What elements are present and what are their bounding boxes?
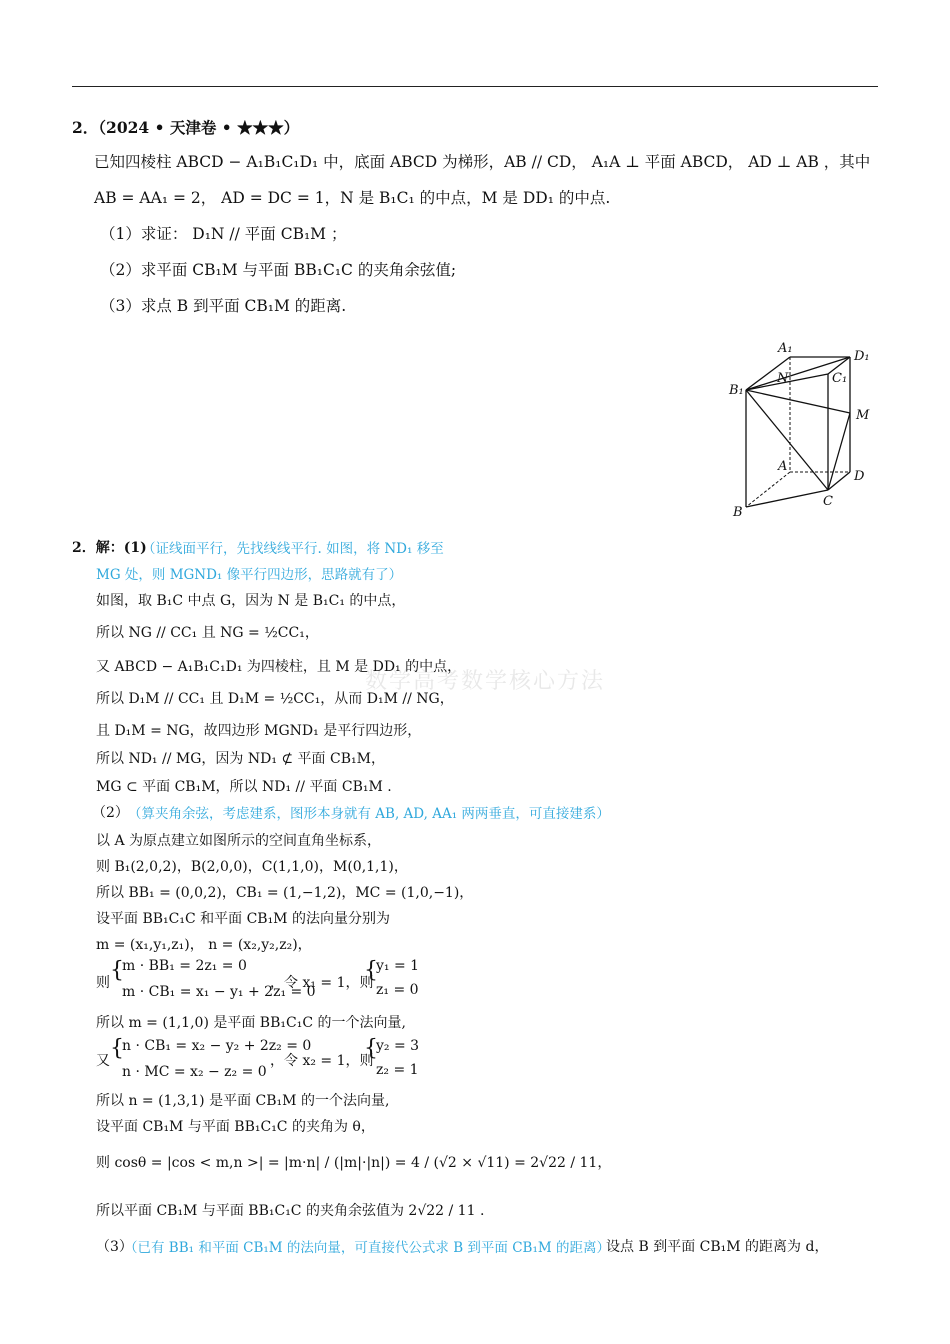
top-rule	[72, 86, 878, 87]
edge-m-c	[828, 413, 850, 490]
system-2-eq-2: n · MC = x₂ − z₂ = 0	[122, 1064, 267, 1080]
cosine-formula: 则 cosθ = |cos < m,n >| = |m·n| / (|m|·|n|) = 4 / (√2 × √11) = 2√22 / 11，	[96, 1155, 612, 1171]
label-b: B	[733, 505, 743, 520]
solution-line: 如图，取 B₁C 中点 G，因为 N 是 B₁C₁ 的中点，	[96, 593, 406, 609]
system-1-prefix: 则	[96, 975, 110, 991]
prism-figure	[720, 330, 890, 530]
cosine-result: 所以平面 CB₁M 与平面 BB₁C₁C 的夹角余弦值为 2√22 / 11 .	[96, 1203, 485, 1219]
solution-line: MG ⊂ 平面 CB₁M，所以 ND₁ // 平面 CB₁M .	[96, 779, 392, 795]
label-c1: C₁	[832, 371, 848, 386]
result-2-brace: {	[364, 1036, 378, 1061]
result-1-eq-1: y₁ = 1	[376, 958, 420, 974]
solution-line: 所以 BB₁ = (0,0,2)，CB₁ = (1,−1,2)，MC = (1,0,−1)，	[96, 885, 474, 901]
label-d: D	[854, 469, 865, 484]
label-m: M	[856, 408, 870, 423]
solution-line: 所以 D₁M // CC₁ 且 D₁M = ½CC₁，从而 D₁M // NG，	[96, 691, 454, 707]
solution-line: 设平面 BB₁C₁C 和平面 CB₁M 的法向量分别为	[96, 911, 390, 927]
solution-line: 设平面 CB₁M 与平面 BB₁C₁C 的夹角为 θ，	[96, 1119, 375, 1135]
solution-line: 以 A 为原点建立如图所示的空间直角坐标系，	[96, 833, 382, 849]
hint-part-1-line-1: （证线面平行，先找线线平行. 如图，将 ND₁ 移至	[142, 541, 444, 557]
system-2-prefix: 又	[96, 1053, 110, 1069]
solution-line: 所以 m = (1,1,0) 是平面 BB₁C₁C 的一个法向量,	[96, 1015, 406, 1031]
solution-head: 2．解：(1)	[72, 540, 147, 556]
part-2-label: （2）	[92, 805, 129, 821]
system-1-postfix: ，令 x₁ = 1，则	[270, 975, 374, 991]
problem-statement-line-1: 已知四棱柱 ABCD − A₁B₁C₁D₁ 中，底面 ABCD 为梯形，AB // CD， A₁A ⊥ 平面 ABCD， AD ⊥ AB ，其中	[94, 153, 871, 171]
system-1-eq-2: m · CB₁ = x₁ − y₁ + 2z₁ = 0	[122, 984, 316, 1000]
problem-part-3: （3）求点 B 到平面 CB₁M 的距离.	[100, 297, 347, 315]
hint-part-1-line-2: MG 处，则 MGND₁ 像平行四边形，思路就有了）	[96, 567, 403, 583]
system-1-brace: {	[110, 958, 124, 983]
label-d1: D₁	[854, 349, 870, 364]
hint-part-3: （已有 BB₁ 和平面 CB₁M 的法向量，可直接代公式求 B 到平面 CB₁M 的距离）	[124, 1240, 610, 1256]
problem-part-1: （1）求证： D₁N // 平面 CB₁M ；	[100, 225, 347, 243]
label-c: C	[823, 494, 833, 509]
system-2-eq-1: n · CB₁ = x₂ − y₂ + 2z₂ = 0	[122, 1038, 312, 1054]
solution-line: 所以 n = (1,3,1) 是平面 CB₁M 的一个法向量,	[96, 1093, 390, 1109]
solution-line: 又 ABCD − A₁B₁C₁D₁ 为四棱柱，且 M 是 DD₁ 的中点，	[96, 659, 462, 675]
solution-line: 所以 ND₁ // MG，因为 ND₁ ⊄ 平面 CB₁M，	[96, 751, 385, 767]
result-1-brace: {	[364, 958, 378, 983]
solution-line: 且 D₁M = NG，故四边形 MGND₁ 是平行四边形，	[96, 723, 422, 739]
solution-line: 则 B₁(2,0,2)，B(2,0,0)，C(1,1,0)，M(0,1,1)，	[96, 859, 408, 875]
hint-part-2: （算夹角余弦，考虑建系，图形本身就有 AB, AD, AA₁ 两两垂直，可直接建系）	[128, 806, 610, 822]
result-1-eq-2: z₁ = 0	[376, 982, 419, 998]
edge-b-c	[746, 490, 828, 507]
result-2-eq-2: z₂ = 1	[376, 1062, 419, 1078]
label-n: N	[777, 371, 789, 386]
result-2-eq-1: y₂ = 3	[376, 1038, 420, 1054]
solution-line: 设点 B 到平面 CB₁M 的距离为 d，	[606, 1239, 829, 1255]
problem-header: 2．（2024 • 天津卷 • ★★★）	[72, 118, 300, 137]
system-2-brace: {	[110, 1036, 124, 1061]
problem-part-2: （2）求平面 CB₁M 与平面 BB₁C₁C 的夹角余弦值;	[100, 261, 457, 279]
label-a1: A₁	[778, 341, 793, 356]
watermark: 数学高考数学核心方法	[365, 669, 606, 694]
edge-c-d	[828, 472, 850, 490]
hidden-edge-a-b	[746, 472, 790, 507]
solution-line: 所以 NG // CC₁ 且 NG = ½CC₁，	[96, 625, 319, 641]
label-b1: B₁	[729, 383, 744, 398]
label-a: A	[778, 459, 788, 474]
part-3-label: （3）	[96, 1239, 133, 1255]
solution-line: m = (x₁,y₁,z₁)， n = (x₂,y₂,z₂)，	[96, 937, 312, 953]
system-1-eq-1: m · BB₁ = 2z₁ = 0	[122, 958, 247, 974]
problem-statement-line-2: AB = AA₁ = 2， AD = DC = 1，N 是 B₁C₁ 的中点，M 是 DD₁ 的中点.	[94, 189, 611, 207]
system-2-postfix: ，令 x₂ = 1，则	[270, 1053, 374, 1069]
